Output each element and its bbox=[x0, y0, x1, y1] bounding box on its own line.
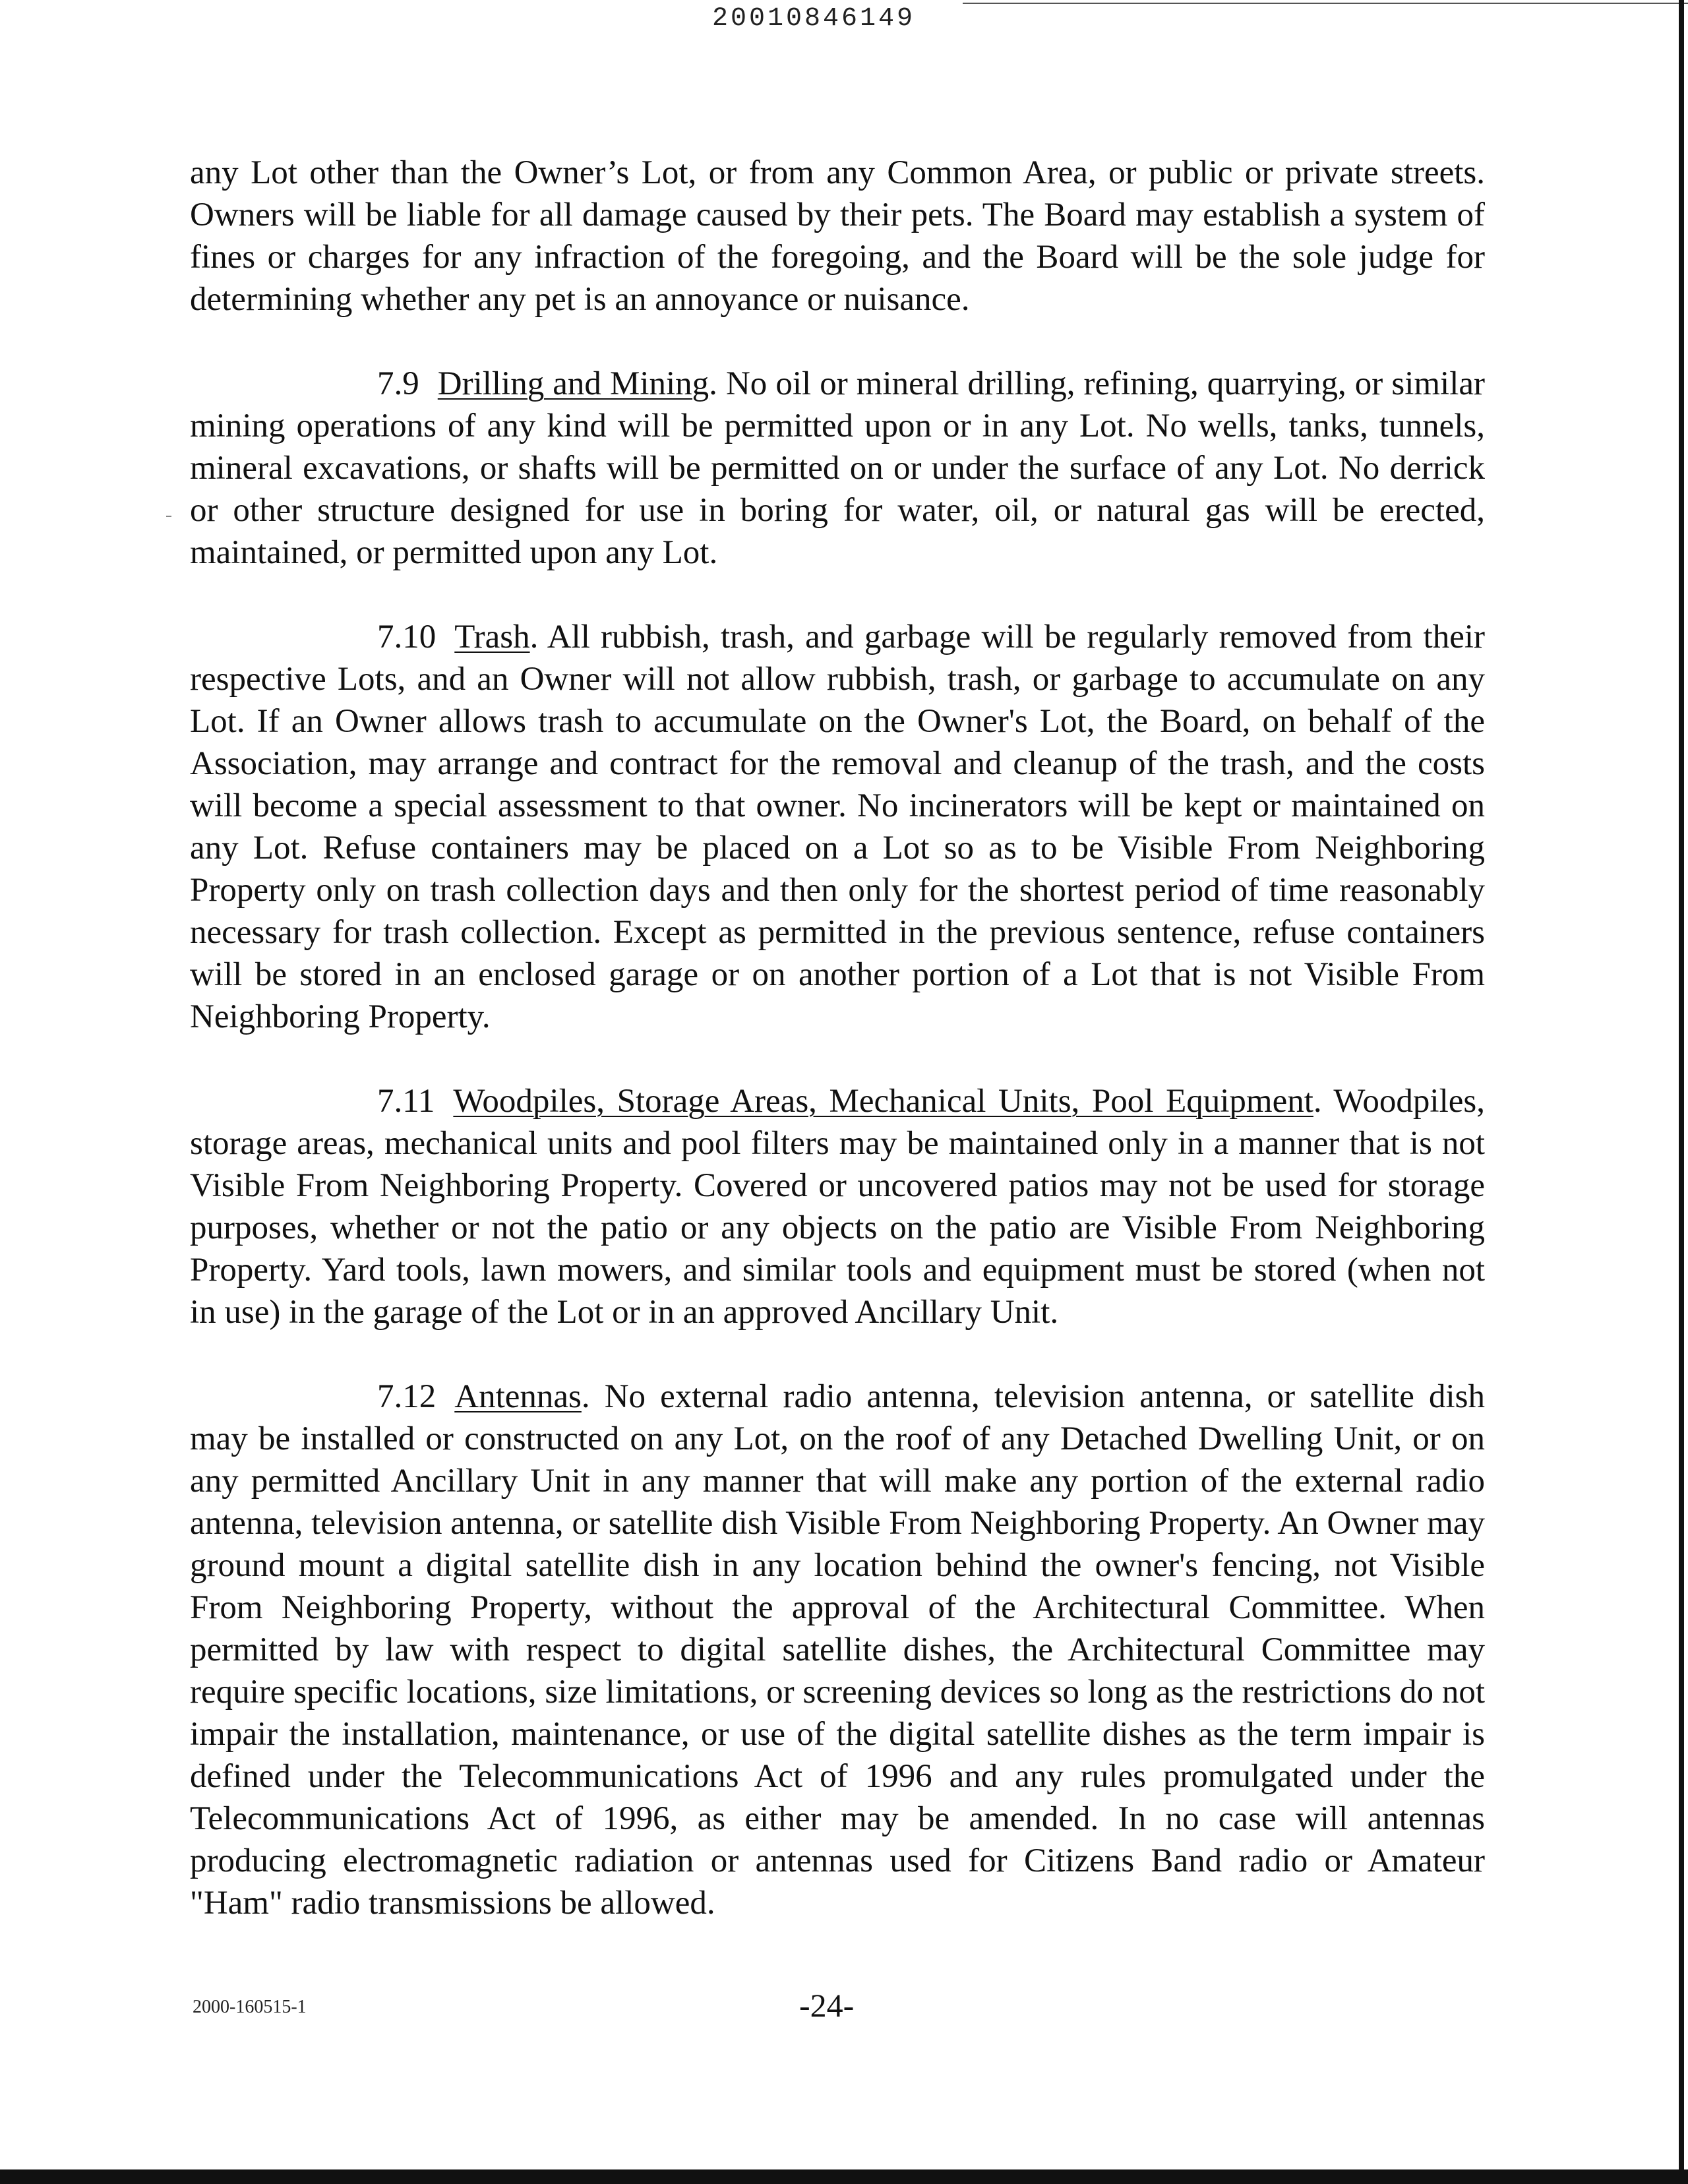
section-title: Trash bbox=[454, 619, 530, 655]
footer-document-code: 2000-160515-1 bbox=[193, 1997, 307, 2017]
section-number: 7.12 bbox=[377, 1378, 437, 1415]
section-7-9 bbox=[190, 363, 1485, 574]
paragraph-continuation: any Lot other than the Owner’s Lot, or from any Common Area, or public or private streets. Owners will be liable for all damage caused by their pets. The Board may establish a system of fines or charges for any infraction of the foregoing, and the Board will be the sole judge for determining whether any pet is an annoyance or nuisance. bbox=[190, 154, 1485, 318]
section-title: Antennas bbox=[454, 1378, 582, 1415]
section-body: . Woodpiles, storage areas, mechanical units and pool filters may be maintained only in a manner that is not Visible From Neighboring Property. Covered or uncovered patios may not be used for storage purposes, whether or not the patio or any objects on the patio are Visible From Neighboring Property. Yard tools, lawn mowers, and similar tools and equipment must be stored (when not in use) in the garage of the Lot or in an approved Ancillary Unit. bbox=[190, 1083, 1486, 1331]
section-body: . All rubbish, trash, and garbage will be regularly removed from their respective Lots, and an Owner will not allow rubbish, trash, or garbage to accumulate on any Lot. If an Owner allows trash to accumulate on the Owner's Lot, the Board, on behalf of the Association, may arrange and contract for the removal and cleanup of the trash, and the costs will become a special assessment to that owner. No incinerators will be kept or maintained on any Lot. Refuse containers may be placed on a Lot so as to be Visible From Neighboring Property only on trash collection days and then only for the shortest period of time reasonably necessary for trash collection. Except as permitted in the previous sentence, refuse containers will be stored in an enclosed garage or on another portion of a Lot that is not Visible From Neighboring Property. bbox=[190, 619, 1485, 1035]
page-number: -24- bbox=[799, 1987, 855, 2024]
section-title: Woodpiles, Storage Areas, Mechanical Units, Pool Equipment bbox=[453, 1083, 1313, 1120]
section-body: . No external radio antenna, television antenna, or satellite dish may be installed or constructed on any Lot, on the roof of any Detached Dwelling Unit, or on any permitted Ancillary Unit in any manner that will make any portion of the external radio antenna, television antenna, or satellite dish Visible From Neighboring Property. An Owner may ground mount a digital satellite dish in any location behind the owner's fencing, not Visible From Neighboring Property, without the approval of the Architectural Committee. When permitted by law with respect to digital satellite dishes, the Architectural Committee may require specific locations, size limitations, or screening devices so long as the restrictions do not impair the installation, maintenance, or use of the digital satellite dishes as the term impair is defined under the Telecommunications Act of 1996 and any rules promulgated under the Telecommunications Act of 1996, as either may be amended. In no case will antennas producing electromagnetic radiation or antennas used for Citizens Band radio or Amateur "Ham" radio transmissions be allowed. bbox=[190, 1378, 1485, 1922]
section-7-11 bbox=[190, 1080, 1485, 1333]
section-number: 7.9 bbox=[377, 365, 419, 402]
section-7-12 bbox=[190, 1376, 1485, 1924]
section-body: . No oil or mineral drilling, refining, quarrying, or similar mining operations of any kind will be permitted upon or in any Lot. No wells, tanks, tunnels, mineral excavations, or shafts will be permitted on or under the surface of any Lot. No derrick or other structure designed for use in boring for water, oil, or natural gas will be erected, maintained, or permitted upon any Lot. bbox=[190, 365, 1485, 571]
top-rule bbox=[963, 3, 1688, 4]
section-number: 7.10 bbox=[377, 619, 437, 655]
document-number: 20010846149 bbox=[712, 4, 916, 34]
section-title: Drilling and Mining bbox=[437, 365, 709, 402]
page-body bbox=[190, 152, 1485, 1966]
section-number: 7.11 bbox=[377, 1083, 435, 1120]
scan-bottom-edge bbox=[0, 2169, 1688, 2184]
margin-mark bbox=[166, 516, 171, 517]
section-7-10 bbox=[190, 616, 1485, 1038]
scan-right-edge bbox=[1679, 0, 1684, 2184]
